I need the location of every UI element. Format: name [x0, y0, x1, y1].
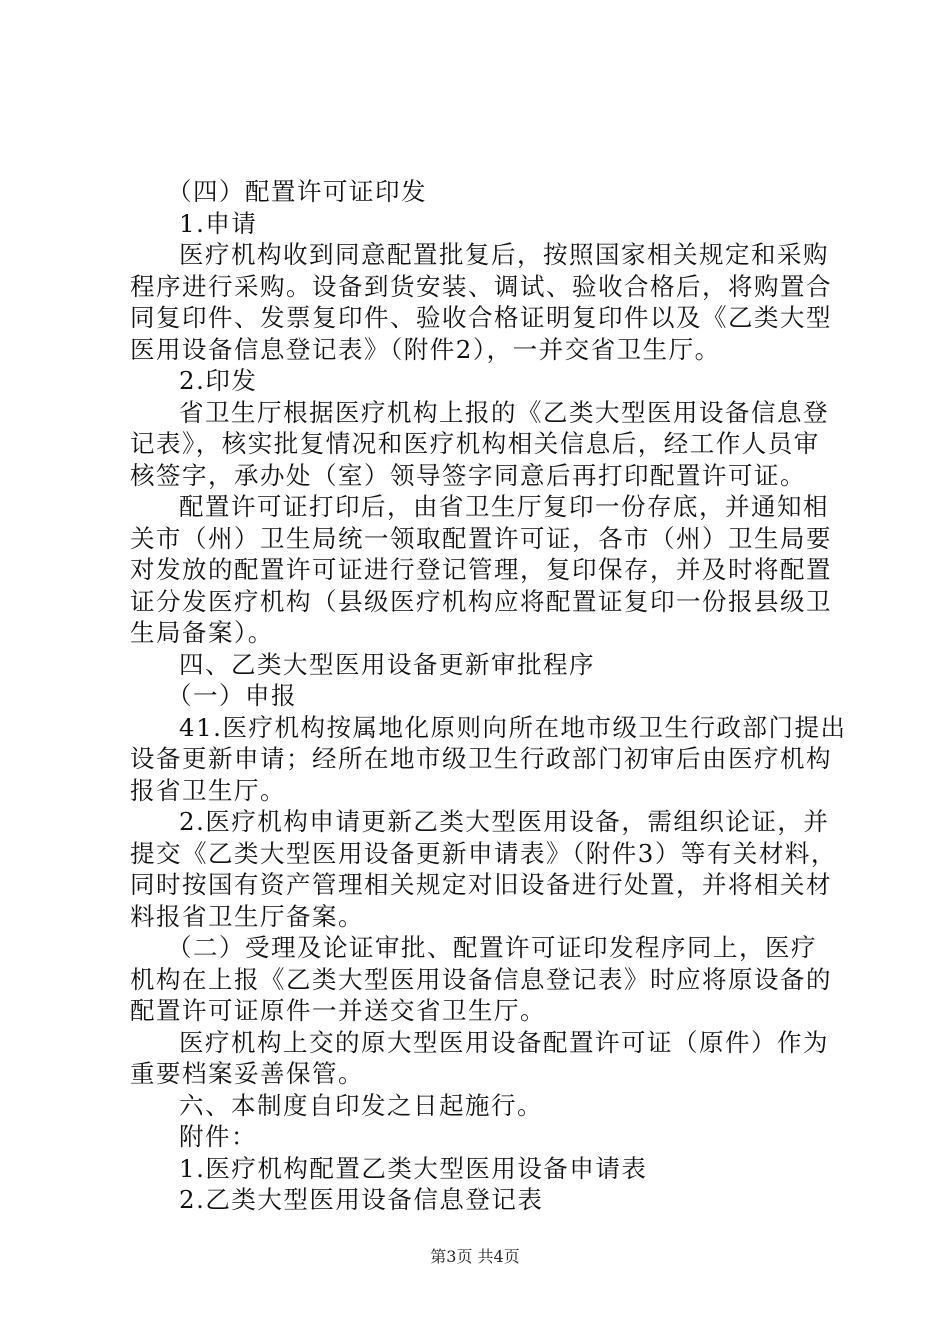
text-line: 同复印件、发票复印件、验收合格证明复印件以及《乙类大型 [130, 303, 832, 332]
text-line: 料报省卫生厅备案。 [130, 901, 364, 931]
text-line: 1.医疗机构配置乙类大型医用设备申请表 [179, 1153, 648, 1183]
text-line: 设备更新申请；经所在地市级卫生行政部门初审后由医疗机构 [130, 744, 832, 773]
text-line: 重要档案妥善保管。 [130, 1059, 364, 1088]
text-line: 配置许可证打印后，由省卫生厅复印一份存底，并通知相 [179, 492, 829, 521]
text-line: 提交《乙类大型医用设备更新申请表》（附件3）等有关材料， [130, 838, 837, 868]
text-line: 41.医疗机构按属地化原则向所在地市级卫生行政部门提出 [179, 712, 847, 742]
text-line: 2.印发 [179, 366, 258, 395]
text-line: 同时按国有资产管理相关规定对旧设备进行处置，并将相关材 [130, 870, 832, 899]
text-line: 报省卫生厅。 [130, 775, 286, 805]
text-line: 2.乙类大型医用设备信息登记表 [179, 1185, 544, 1214]
text-line: 机构在上报《乙类大型医用设备信息登记表》时应将原设备的 [130, 964, 832, 994]
text-line: （一）申报 [167, 681, 297, 710]
text-line: 生局备案）。 [130, 618, 274, 647]
text-line: 医疗机构上交的原大型医用设备配置许可证（原件）作为 [179, 1027, 829, 1057]
text-line: 对发放的配置许可证进行登记管理，复印保存，并及时将配置 [130, 555, 832, 584]
text-line: 关市（州）卫生局统一领取配置许可证，各市（州）卫生局要 [130, 523, 832, 553]
text-line: 记表》，核实批复情况和医疗机构相关信息后，经工作人员审 [130, 429, 820, 458]
text-line: 六、本制度自印发之日起施行。 [179, 1090, 543, 1120]
text-line: 医疗机构收到同意配置批复后，按照国家相关规定和采购 [179, 240, 829, 269]
text-line: 2.医疗机构申请更新乙类大型医用设备，需组织论证，并 [179, 807, 830, 836]
text-line: 医用设备信息登记表》（附件2），一并交省卫生厅。 [130, 334, 721, 364]
text-line: 省卫生厅根据医疗机构上报的《乙类大型医用设备信息登 [179, 397, 829, 427]
text-line: （二）受理及论证审批、配置许可证印发程序同上，医疗 [167, 933, 817, 962]
text-line: 1.申请 [179, 208, 258, 238]
text-line: 证分发医疗机构（县级医疗机构应将配置证复印一份报县级卫 [130, 586, 832, 616]
text-line: 附件： [179, 1122, 257, 1151]
text-line: 核签字，承办处（室）领导签字同意后再打印配置许可证。 [130, 460, 806, 490]
text-line: 四、乙类大型医用设备更新审批程序 [179, 649, 595, 679]
text-line: （四）配置许可证印发 [167, 177, 427, 206]
text-line: 程序进行采购。设备到货安装、调试、验收合格后，将购置合 [130, 271, 832, 301]
text-line: 配置许可证原件一并送交省卫生厅。 [130, 996, 546, 1025]
document-body [130, 176, 847, 1216]
page-footer: 第3页 共4页 [430, 1247, 520, 1266]
